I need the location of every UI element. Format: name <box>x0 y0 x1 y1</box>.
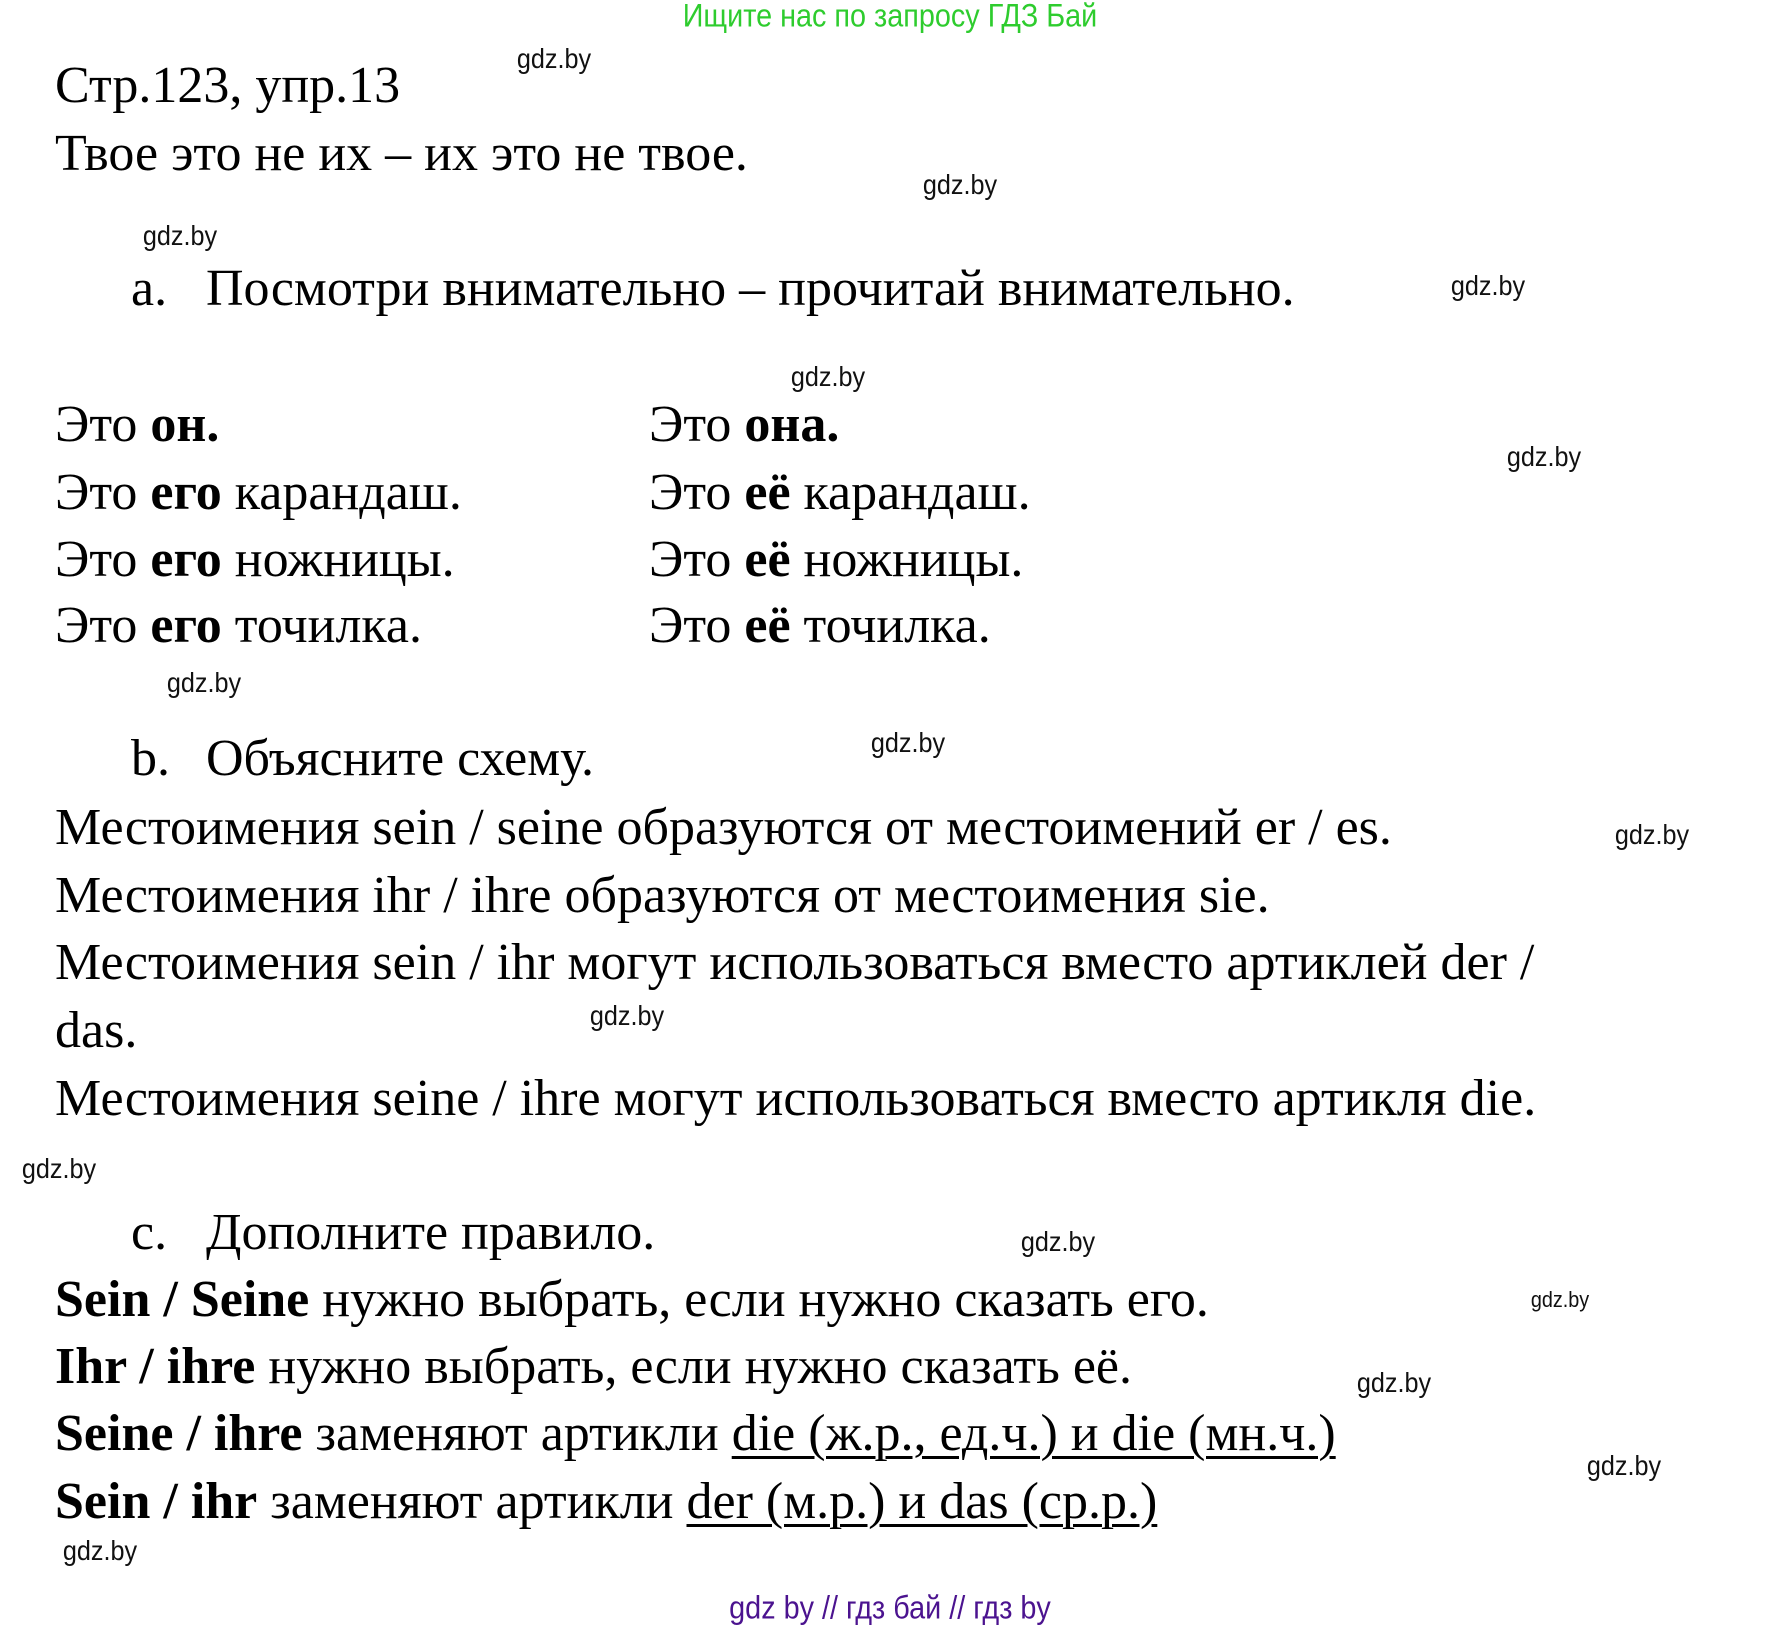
explanation-line: Местоимения ihr / ihre образуются от местоимения sie. <box>55 867 1270 924</box>
explanation-line: Местоимения sein / ihr могут использоваться вместо артиклей der / <box>55 934 1535 991</box>
section-a-heading <box>131 259 1295 319</box>
section-c-text: Дополните правило. <box>206 1204 656 1261</box>
pronoun-bold: её <box>744 464 791 521</box>
explanation-line: Местоимения seine / ihre могут использоваться вместо артикля die. <box>55 1070 1537 1127</box>
rule-text: нужно выбрать, если нужно сказать его. <box>309 1271 1209 1328</box>
pronoun-bold: его <box>150 531 222 588</box>
watermark: gdz.by <box>1614 819 1690 850</box>
table-row <box>649 463 1031 523</box>
footer-links: gdz by // гдз бай // гдз by <box>729 1589 1051 1626</box>
pronoun-bold: он. <box>150 396 220 453</box>
watermark: gdz.by <box>1586 1450 1662 1481</box>
pronoun-pre: Это <box>649 464 745 521</box>
pronoun-post: карандаш. <box>790 464 1031 521</box>
rule-bold: Seine / ihre <box>55 1405 303 1462</box>
watermark: gdz.by <box>922 169 998 200</box>
section-c-label: c. <box>131 1204 168 1261</box>
watermark: gdz.by <box>1356 1367 1432 1398</box>
section-b-heading <box>131 729 594 789</box>
explanation-line: das. <box>55 1002 138 1059</box>
rule-underlined: die (ж.р., ед.ч.) и die (мн.ч.) <box>731 1405 1336 1462</box>
table-row <box>55 463 462 523</box>
pronoun-post: карандаш. <box>221 464 462 521</box>
pronoun-bold: его <box>150 597 222 654</box>
pronoun-post: точилка. <box>790 597 991 654</box>
pronoun-bold: она. <box>744 396 840 453</box>
watermark: gdz.by <box>166 667 242 698</box>
rule-line <box>55 1270 1209 1330</box>
watermark: gdz.by <box>790 361 866 392</box>
page-title: Стр.123, упр.13 <box>55 57 401 114</box>
watermark: gdz.by <box>870 727 946 758</box>
rule-bold: Sein / ihr <box>55 1473 258 1530</box>
rule-line <box>55 1404 1336 1464</box>
watermark: gdz.by <box>1020 1226 1096 1257</box>
pronoun-bold: его <box>150 464 222 521</box>
section-b-text: Объясните схему. <box>206 730 594 787</box>
rule-bold: Sein / Seine <box>55 1271 310 1328</box>
section-a-text: Посмотри внимательно – прочитай внимательно. <box>206 260 1295 317</box>
watermark: gdz.by <box>1506 441 1582 472</box>
pronoun-pre: Это <box>55 531 151 588</box>
watermark: gdz.by <box>589 1000 665 1031</box>
pronoun-pre: Это <box>649 531 745 588</box>
rule-underlined: der (м.р.) и das (ср.р.) <box>686 1473 1158 1530</box>
table-row <box>55 395 219 455</box>
rule-text: заменяют артикли <box>257 1473 687 1530</box>
rule-bold: Ihr / ihre <box>55 1338 256 1395</box>
header-banner: Ищите нас по запросу ГДЗ Бай <box>682 0 1098 34</box>
rule-text: нужно выбрать, если нужно сказать её. <box>255 1338 1133 1395</box>
watermark: gdz.by <box>516 43 592 74</box>
section-a-label: a. <box>131 260 168 317</box>
rule-line <box>55 1337 1132 1397</box>
pronoun-post: ножницы. <box>790 531 1024 588</box>
section-c-heading <box>131 1203 655 1263</box>
table-row <box>649 596 991 656</box>
pronoun-pre: Это <box>649 396 745 453</box>
watermark: gdz.by <box>21 1153 97 1184</box>
table-row <box>55 530 455 590</box>
pronoun-pre: Это <box>55 597 151 654</box>
pronoun-bold: её <box>744 531 791 588</box>
rule-text: заменяют артикли <box>302 1405 732 1462</box>
pronoun-post: ножницы. <box>221 531 455 588</box>
watermark: gdz.by <box>1450 270 1526 301</box>
pronoun-pre: Это <box>55 396 151 453</box>
pronoun-pre: Это <box>55 464 151 521</box>
watermark: gdz.by <box>142 220 218 251</box>
pronoun-pre: Это <box>649 597 745 654</box>
rule-line <box>55 1472 1157 1532</box>
pronoun-post: точилка. <box>221 597 422 654</box>
pronoun-bold: её <box>744 597 791 654</box>
section-b-label: b. <box>131 730 170 787</box>
table-row <box>649 395 839 455</box>
explanation-line: Местоимения sein / seine образуются от местоимений er / es. <box>55 799 1392 856</box>
watermark: gdz.by <box>62 1535 138 1566</box>
watermark: gdz.by <box>1530 1287 1590 1312</box>
subtitle: Твое это не их – их это не твое. <box>55 125 748 182</box>
table-row <box>55 596 422 656</box>
table-row <box>649 530 1023 590</box>
